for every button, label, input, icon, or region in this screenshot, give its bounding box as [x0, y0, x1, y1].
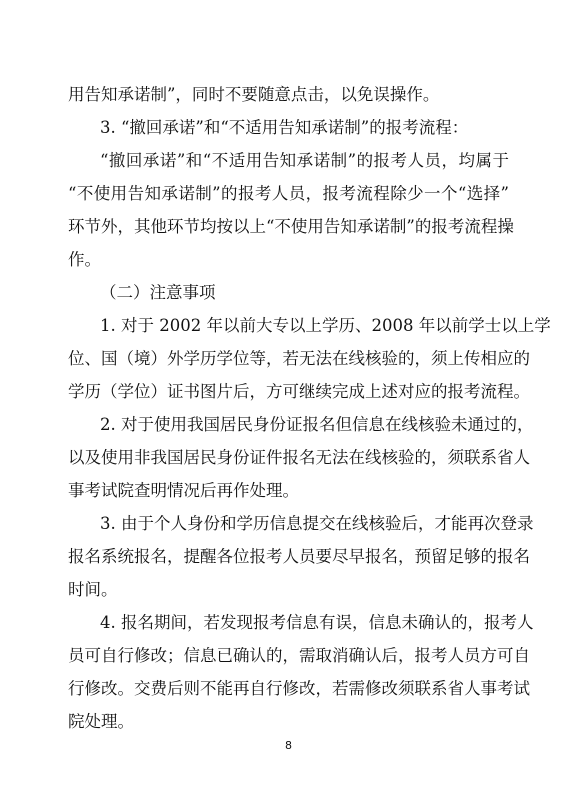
- paragraph-line: 报名系统报名，提醒各位报考人员要尽早报名，预留足够的报名: [68, 547, 530, 566]
- paragraph-line: 学历（学位）证书图片后，方可继续完成上述对应的报考流程。: [68, 382, 530, 401]
- paragraph-line: 位、国（境）外学历学位等，若无法在线核验的，须上传相应的: [68, 349, 530, 368]
- paragraph-line: “撤回承诺”和“不适用告知承诺制”的报考人员，均属于: [100, 151, 509, 170]
- paragraph-line: 1. 对于 2002 年以前大专以上学历、2008 年以前学士以上学: [100, 316, 551, 335]
- page-number: 8: [285, 739, 292, 752]
- paragraph-line: 2. 对于使用我国居民身份证报名但信息在线核验未通过的，: [100, 415, 534, 434]
- paragraph-line: 行修改。交费后则不能再自行修改，若需修改须联系省人事考试: [68, 679, 530, 698]
- paragraph-line: 院处理。: [68, 712, 134, 731]
- paragraph-line: 作。: [68, 250, 101, 269]
- paragraph-line: 3. 由于个人身份和学历信息提交在线核验后，才能再次登录: [100, 514, 534, 533]
- section-heading: （二）注意事项: [100, 283, 216, 302]
- paragraph-line: 员可自行修改；信息已确认的，需取消确认后，报考人员方可自: [68, 646, 530, 665]
- paragraph-line: 环节外，其他环节均按以上“不使用告知承诺制”的报考流程操: [68, 217, 514, 236]
- section-heading: 3. “撤回承诺”和“不适用告知承诺制”的报考流程：: [100, 118, 469, 137]
- paragraph-line: 事考试院查明情况后再作处理。: [68, 481, 299, 500]
- paragraph-line: 时间。: [68, 580, 118, 599]
- paragraph-line: 4. 报名期间，若发现报考信息有误，信息未确认的，报考人: [100, 613, 534, 632]
- paragraph-line: 用告知承诺制”，同时不要随意点击，以免误操作。: [68, 85, 440, 104]
- paragraph-line: 以及使用非我国居民身份证件报名无法在线核验的，须联系省人: [68, 448, 530, 467]
- paragraph-line: “不使用告知承诺制”的报考人员，报考流程除少一个“选择”: [68, 184, 509, 203]
